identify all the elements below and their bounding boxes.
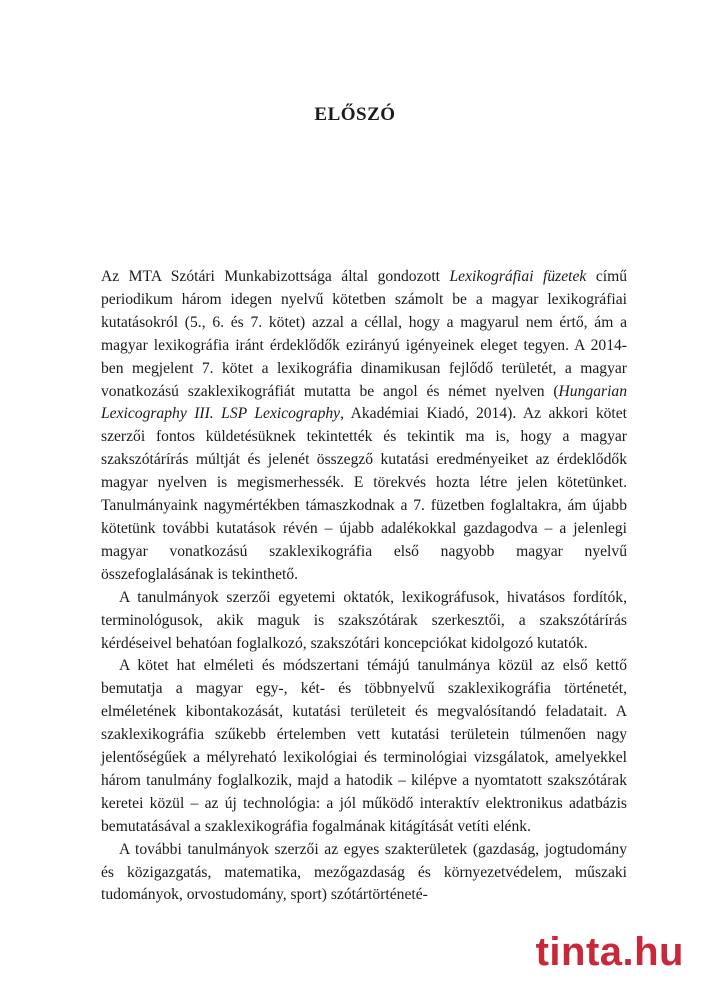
p1-text-a: Az MTA Szótári Munkabizottsága által gondozott [101,268,450,285]
p1-italic-book-title: Hungarian Lexicography III. LSP Lexicography [101,382,627,423]
page-title: ELŐSZÓ [314,104,396,125]
paragraph-2: A tanulmányok szerzői egyetemi oktatók, lexikográfusok, hivatásos fordítók, terminológusok, akik maguk is szakszótárak szerkesztői, a szakszótárírás kérdéseivel behatóan foglalkozó, szakszótári koncepciókat kidolgozó kutatók. [101,588,627,652]
p1-text-e: , Akadémiai Kiadó, 2014). Az akkori kötet szerzői fontos küldetésüknek tekintették és tekintik ma is, hogy a magyar szakszótárírás múltját és jelenét összegző kutatási eredményeiket az érdeklődők magyar nyelven is megismerhessék. E törekvés hozta létre jelen kötetünket. Tanulmányaink nagymértékben támaszkodnak a 7. füzetben foglaltakra, ám újabb kötetünk további kutatások révén – újabb adalékokkal gazdagodva – a jelenlegi magyar vonatkozású szaklexikográfia első nagyobb magyar nyelvű összefoglalásának is tekinthető. [101,405,627,583]
paragraph-4: A további tanulmányok szerzői az egyes szakterületek (gazdaság, jogtudomány és közigazgatás, matematika, mezőgazdaság és környezetvédelem, műszaki tudományok, orvostudomány, sport) szótártörténeté- [101,840,627,904]
watermark-logo: tinta.hu [535,930,684,974]
p1-text-c: című periodikum három idegen nyelvű kötetben számolt be a magyar lexikográfiai kutatásokról (5., 6. és 7. kötet) azzal a céllal, hogy a magyarul nem értő, ám a magyar lexikográfia iránt érdeklődők ezirányú igényeinek eleget tegyen. A 2014-ben megjelent 7. kötet a lexikográfia dinamikusan fejlődő területét, a magyar vonatkozású szaklexikográfiát mutatta be angol és német nyelven ( [101,268,628,400]
paragraph-1 [101,266,627,587]
p1-italic-series-title: Lexikográfiai füzetek [449,268,587,285]
body-text [101,266,627,907]
paragraph-3: A kötet hat elméleti és módszertani témájú tanulmánya közül az első kettő bemutatja a magyar egy-, két- és többnyelvű szaklexikográfia történetét, elméletének kibontakozását, kutatási területeit és megvalósítandó feladatait. A szaklexikográfia szűkebb értelemben vett kutatási területein túlmenően nagy jelentőségűek a mélyreható lexikológiai és terminológiai vizsgálatok, amelyekkel három tanulmány foglalkozik, majd a hatodik – kilépve a nyomtatott szakszótárak keretei közül – az új technológia: a jól működő interaktív elektronikus adatbázis bemutatásával a szaklexikográfia fogalmának kitágítását vetíti elénk. [101,657,627,835]
